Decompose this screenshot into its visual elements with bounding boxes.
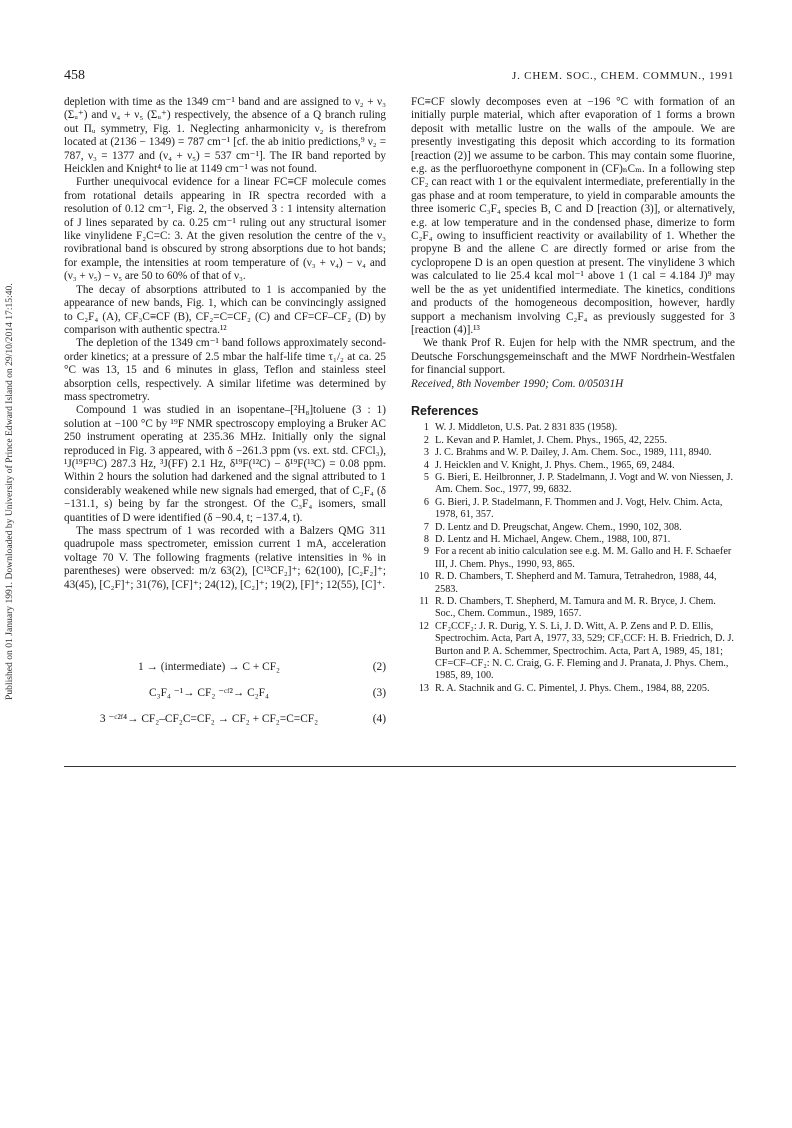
reference-number: 9 bbox=[423, 546, 429, 558]
paragraph: Further unequivocal evidence for a linear FC≡CF molecule comes from rotational details appearing in IR spectra recorded with a resolution of 0.12 cm⁻¹, Fig. 2, the observed 3 : 1 intensity alternation of J lines separated by ca. 0.25 cm⁻¹ ruling out any structural isomer like vinylidene F₂C=C: 3. At the given resolution the centre of the ν₃ rovibrational band is obscured by strong absorptions due to hot bands; for example, the intensities at room temperature of (ν₃ + ν₄) − ν₄ and (ν₃ + ν₅) − ν₅ are 50 to 60% of that of ν₃. bbox=[64, 176, 386, 283]
reference-number: 7 bbox=[423, 521, 429, 533]
reference-number: 3 bbox=[423, 447, 429, 459]
reference-item bbox=[411, 460, 735, 472]
page-number: 458 bbox=[64, 68, 85, 83]
reference-number: 11 bbox=[419, 596, 429, 608]
paragraph: Compound 1 was studied in an isopentane–[²H₈]toluene (3 : 1) solution at −100 °C by ¹⁹F NMR spectroscopy employing a Bruker AC 250 instrument operating at 235.36 MHz. Initially only the signal reproduced in Fig. 3 appeared, with δ −261.3 ppm (vs. ext. std. CFCl₃), ¹J(¹⁹F¹³C) 287.3 Hz, ³J(FF) 2.1 Hz, δ¹⁹F(¹²C) − δ¹⁹F(¹³C) = 0.08 ppm. Within 2 hours the solution had darkened and the signal attributed to 1 considerably weakened while new signals had emerged, that of C₂F₄ (δ −131.1, s) being by far the strongest. Of the C₃F₄ isomers, small quantities of D were identified (δ −90.4, t; −137.4, t). bbox=[64, 404, 386, 524]
reference-number: 6 bbox=[423, 496, 429, 508]
paragraph: FC≡CF slowly decomposes even at −196 °C with formation of an initially purple material, which after evaporation of 1 forms a brown deposit with metallic lustre on the walls of the ampoule. We are presently investigating this deposit which according to its formation [reaction (2)] we assume to be carbon. This may contain some fluorine, e.g. as the perfluoroethyne component in (CF)ₙCₘ. In a following step CF₂ can react with 1 or the equivalent intermediate, preferentially in the gas phase and at room temperature, to yield in comparable amounts the three isomeric C₃F₄ species B, C and D [reaction (3)], or alternatively, e.g. at low temperature and in the condensed phase, dimerize to form C₂F₄ owing to insufficient reactivity or availability of 1. Whether the propyne B and the allene C are directly formed or arise from the cyclopropene D is an open question at present. The vinylidene 3 which was calculated to lie 25.4 kcal mol⁻¹ above 1 (1 cal = 4.184 J)⁹ may well be the as yet unidentified intermediate. The kinetics, conditions and products of the homogeneous decomposition, however, hardly support a mechanism involving C₂F₄ as previously suggested for 3 [reaction (4)].¹³ bbox=[411, 96, 735, 336]
reference-text: J. C. Brahms and W. P. Dailey, J. Am. Chem. Soc., 1989, 111, 8940. bbox=[435, 447, 712, 459]
paragraph: The depletion of the 1349 cm⁻¹ band follows approximately second-order kinetics; at a pressure of 2.5 mbar the half-life time τ₁/₂ at ca. 25 °C was 13, 15 and 6 minutes in glass, Teflon and stainless steel absorption cells, respectively. A similar lifetime was determined by mass spectrometry. bbox=[64, 337, 386, 403]
reference-text: G. Bieri, J. P. Stadelmann, F. Thommen and J. Vogt, Helv. Chim. Acta, 1978, 61, 357. bbox=[435, 496, 723, 521]
equation bbox=[64, 680, 386, 706]
reference-number: 10 bbox=[418, 571, 429, 583]
reference-text: L. Kevan and P. Hamlet, J. Chem. Phys., 1965, 42, 2255. bbox=[435, 434, 668, 446]
reference-item bbox=[411, 422, 735, 434]
reference-number: 2 bbox=[423, 434, 429, 446]
equation-expression: C₃F₄ ⁻¹→ CF₂ ⁻ᶜᶠ²→ C₂F₄ bbox=[149, 687, 269, 699]
reference-number: 5 bbox=[423, 471, 429, 483]
reference-item bbox=[411, 596, 735, 621]
reference-number: 13 bbox=[418, 682, 429, 694]
reference-item bbox=[411, 534, 735, 546]
reference-text: G. Bieri, E. Heilbronner, J. P. Stadelmann, J. Vogt and W. von Niessen, J. Am. Chem. Soc., 1977, 99, 6832. bbox=[435, 471, 734, 496]
reference-item bbox=[411, 522, 735, 534]
reference-item bbox=[411, 621, 735, 683]
reference-item bbox=[411, 546, 735, 571]
equation-number: (2) bbox=[372, 661, 386, 673]
running-head: J. CHEM. SOC., CHEM. COMMUN., 1991 bbox=[512, 70, 735, 82]
reference-text: R. D. Chambers, T. Shepherd and M. Tamura, Tetrahedron, 1988, 44, 2583. bbox=[435, 571, 717, 595]
received-line: Received, 8th November 1990; Com. 0/05031H bbox=[411, 377, 624, 390]
reference-item bbox=[411, 571, 735, 596]
reference-item bbox=[411, 472, 735, 497]
reference-number: 1 bbox=[423, 422, 429, 434]
paragraph: depletion with time as the 1349 cm⁻¹ band and are assigned to ν₂ + ν₃ (Σᵤ⁺) and ν₄ + ν₅ (Σᵤ⁺) respectively, the absence of a Q branch ruling out Πᵤ symmetry, Fig. 1. Neglecting anharmonicity ν₂ is therefrom located at (2136 − 1349) = 787 cm⁻¹ [cf. the ab initio predictions,⁹ ν₂ = 787, ν₃ = 1377 and (ν₄ + ν₅) = 537 cm⁻¹]. The IR band reported by Heicklen and Knight⁴ to lie at 1149 cm⁻¹ was not found. bbox=[64, 96, 386, 176]
bottom-rule bbox=[64, 766, 736, 767]
paragraph: We thank Prof R. Eujen for help with the NMR spectrum, and the Deutsche Forschungsgemeinschaft and the MWF Nordrhein-Westfalen for financial support. bbox=[411, 337, 735, 377]
equation-expression: 3 ⁻ᶜ²ᶠ⁴→ CF₂–CF₂C=CF₂ → CF₂ + CF₂=C=CF₂ bbox=[99, 713, 319, 725]
equation-number: (3) bbox=[372, 687, 386, 699]
reference-text: D. Lentz and H. Michael, Angew. Chem., 1988, 100, 871. bbox=[435, 534, 671, 545]
reference-text: For a recent ab initio calculation see e.g. M. M. Gallo and H. F. Schaefer III, J. Chem. Phys., 1990, 93, 865. bbox=[435, 546, 732, 570]
reference-number: 4 bbox=[423, 459, 429, 471]
reference-number: 8 bbox=[423, 534, 429, 545]
equation-number: (4) bbox=[372, 713, 386, 725]
reference-text: CF₂CCF₂: J. R. Durig, Y. S. Li, J. D. Witt, A. P. Zens and P. D. Ellis, Spectrochim. Acta, Part A, 1977, 33, 529; CF₃CCF: H. B. Friedrich, D. J. Burton and P. A. Schemmer, Spectrochim. Acta, Part A, 1989, 45, 181; CF=CF–CF₂: N. C. Craig, G. F. Fleming and J. Pranata, J. Phys. Chem., 1985, 89, 100. bbox=[435, 620, 734, 682]
reference-item bbox=[411, 447, 735, 459]
left-column bbox=[64, 96, 386, 592]
download-watermark: Published on 01 January 1991. Downloaded by University of Prince Edward Island on 29/10/2014 17:15:40. bbox=[4, 283, 15, 700]
equation bbox=[64, 706, 386, 732]
paragraph: The mass spectrum of 1 was recorded with a Balzers QMG 311 quadrupole mass spectrometer, emission current 1 mA, acceleration voltage 70 V. The following fragments (relative intensities in % in parentheses) were observed: m/z 63(2), [C¹³CF₂]⁺; 62(100), [C₂F₂]⁺; 43(45), [C₂F]⁺; 31(76), [CF]⁺; 24(12), [C₂]⁺; 19(2), [F]⁺; 12(55), [C]⁺. bbox=[64, 525, 386, 591]
reference-text: W. J. Middleton, U.S. Pat. 2 831 835 (1958). bbox=[435, 422, 618, 434]
reference-text: J. Heicklen and V. Knight, J. Phys. Chem., 1965, 69, 2484. bbox=[435, 459, 675, 471]
equation-expression: 1 → (intermediate) → C + CF₂ bbox=[138, 661, 280, 673]
reference-item bbox=[411, 435, 735, 447]
reference-item bbox=[411, 683, 735, 695]
reference-item bbox=[411, 497, 735, 522]
reference-text: R. D. Chambers, T. Shepherd, M. Tamura and M. R. Bryce, J. Chem. Soc., Chem. Commun., 1989, 1657. bbox=[435, 596, 716, 620]
equation bbox=[64, 654, 386, 680]
reference-text: R. A. Stachnik and G. C. Pimentel, J. Phys. Chem., 1984, 88, 2205. bbox=[435, 682, 710, 694]
reference-number: 12 bbox=[418, 620, 429, 632]
reference-text: D. Lentz and D. Preugschat, Angew. Chem., 1990, 102, 308. bbox=[435, 521, 682, 533]
equations bbox=[64, 654, 386, 732]
references-heading: References bbox=[411, 403, 479, 418]
right-column bbox=[411, 96, 735, 695]
paragraph: The decay of absorptions attributed to 1 is accompanied by the appearance of new bands, Fig. 1, which can be convincingly assigned to C₂F₄ (A), CF₃C≡CF (B), CF₂=C=CF₂ (C) and CF=CF–CF₂ (D) by comparison with authentic spectra.¹² bbox=[64, 283, 386, 336]
